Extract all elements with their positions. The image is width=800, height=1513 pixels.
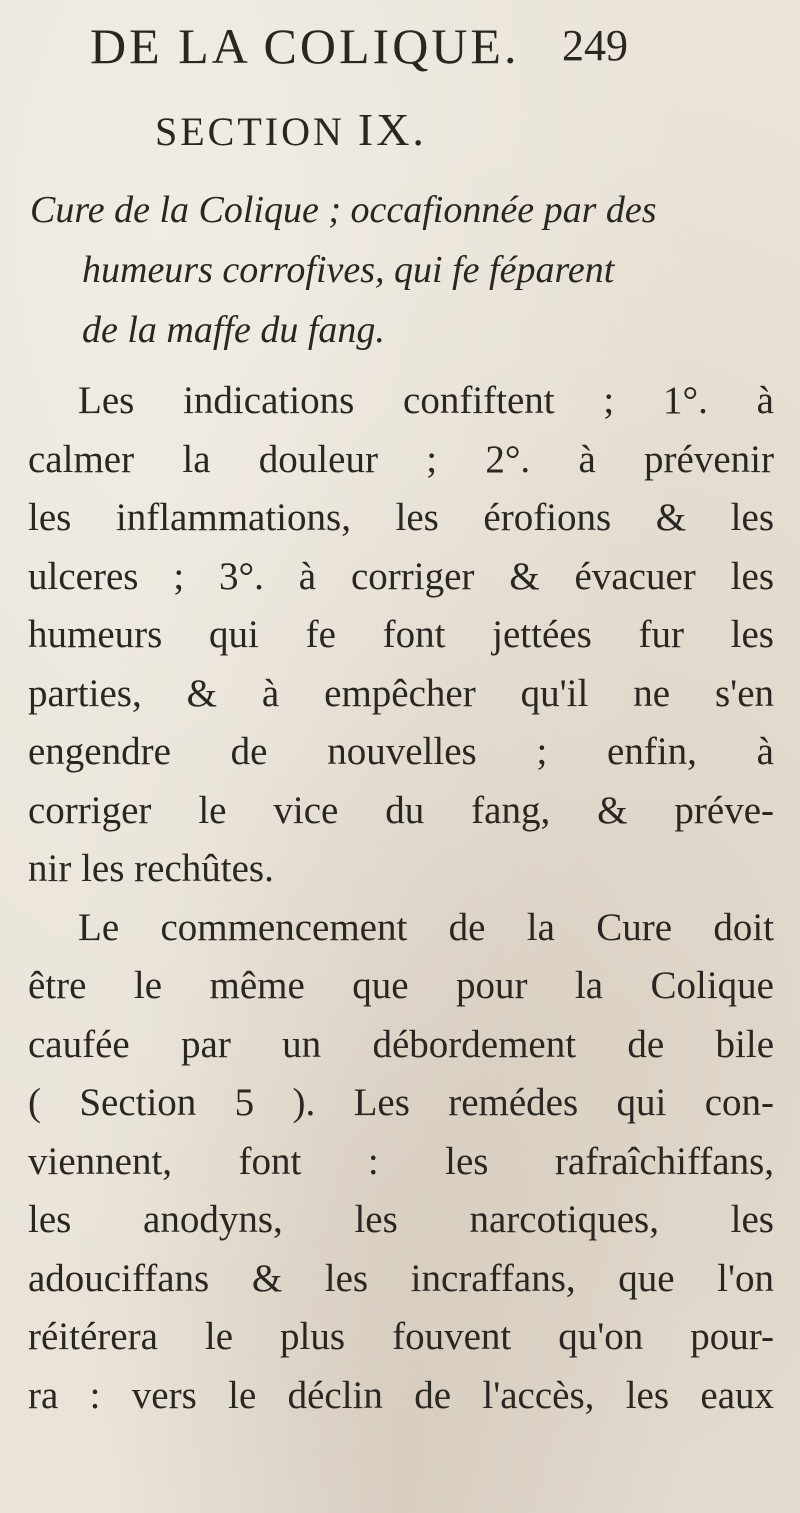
section-number: IX.	[357, 104, 427, 155]
subtitle-line: Cure de la Colique ; occafionnée par des	[30, 189, 657, 231]
text-line: caufée par un débordement de bile	[28, 1022, 774, 1066]
text-line: Les indications confiftent ; 1°. à	[78, 379, 774, 422]
text-line: adouciffans & les incraffans, que l'on	[28, 1256, 774, 1300]
text-line: parties, & à empêcher qu'il ne s'en	[28, 671, 774, 715]
text-line: être le même que pour la Colique	[28, 964, 774, 1007]
text-line: ( Section 5 ). Les remédes qui con-	[28, 1081, 774, 1124]
running-title: DE LA COLIQUE.	[90, 18, 520, 74]
paragraph-cure	[28, 899, 774, 1426]
section-label: SECTION	[155, 109, 345, 154]
text-line: Le commencement de la Cure doit	[78, 905, 774, 949]
text-line: ulceres ; 3°. à corriger & évacuer les	[28, 554, 774, 598]
text-line: ra : vers le déclin de l'accès, les eaux	[28, 1373, 774, 1417]
text-line: engendre de nouvelles ; enfin, à	[28, 730, 774, 773]
body-text	[28, 372, 774, 1425]
text-line: viennent, font : les rafraîchiffans,	[28, 1139, 774, 1183]
text-line: humeurs qui fe font jettées fur les	[28, 613, 774, 656]
section-subtitle	[30, 180, 770, 360]
subtitle-line: de la maffe du fang.	[82, 309, 385, 351]
running-head	[90, 14, 730, 78]
page-number: 249	[562, 21, 628, 70]
text-line: réitérera le plus fouvent qu'on pour-	[28, 1315, 774, 1358]
text-line: calmer la douleur ; 2°. à prévenir	[28, 437, 774, 481]
text-line: les inflammations, les érofions & les	[28, 496, 774, 539]
subtitle-line: humeurs corrofives, qui fe féparent	[82, 249, 615, 291]
section-heading	[155, 100, 427, 162]
text-line: nir les rechûtes.	[28, 847, 274, 890]
text-line: corriger le vice du fang, & préve-	[28, 788, 774, 832]
paragraph-indications	[28, 372, 774, 899]
text-line: les anodyns, les narcotiques, les	[28, 1198, 774, 1241]
